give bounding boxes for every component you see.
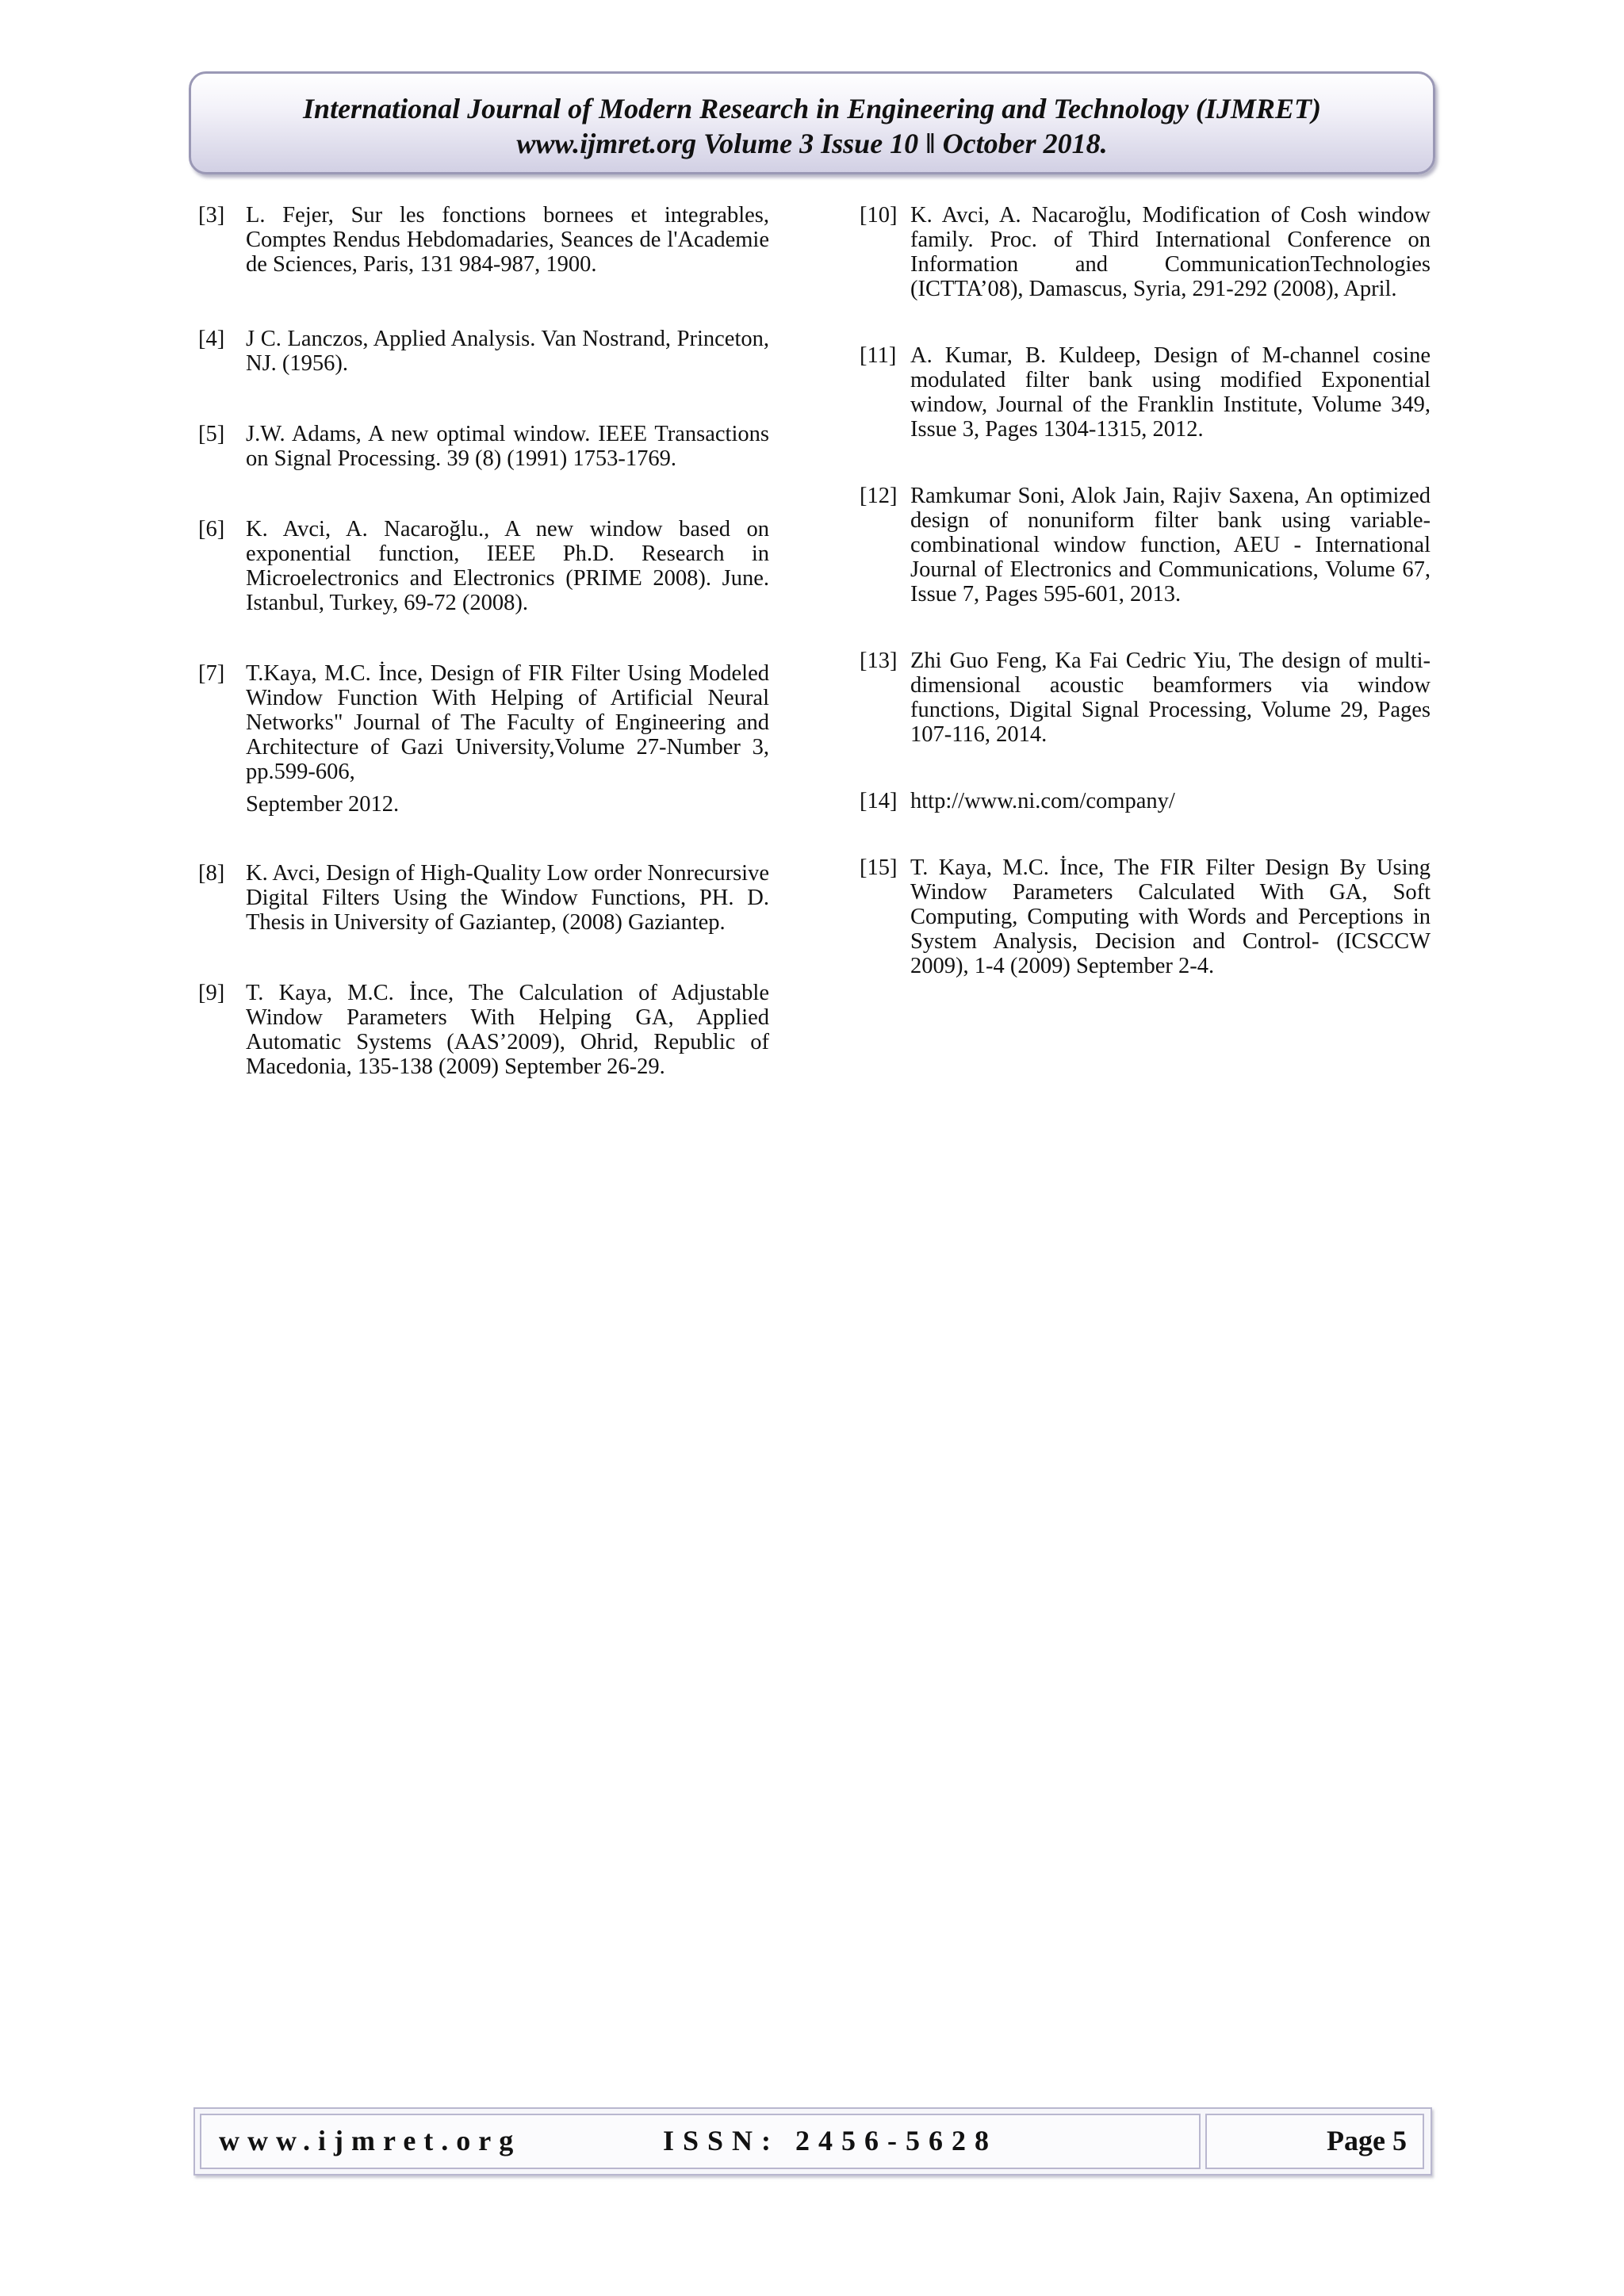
reference-number: [7] xyxy=(198,661,225,686)
reference-number: [15] xyxy=(860,855,898,880)
journal-title: International Journal of Modern Research in Engineering and Technology (IJMRET) xyxy=(303,93,1321,124)
footer-issn: ISSN: 2456-5628 xyxy=(663,2125,998,2156)
journal-header xyxy=(189,71,1435,174)
reference-number: [8] xyxy=(198,861,225,886)
reference-text: K. Avci, A. Nacaroğlu., A new window based on exponential function, IEEE Ph.D. Research in Microelectronics and Electronics (PRIME 2008). June. Istanbul, Turkey, 69-72 (2008). xyxy=(246,517,769,615)
reference-text: L. Fejer, Sur les fonctions bornees et integrables, Comptes Rendus Hebdomadaries, Seances de l'Academie de Sciences, Paris, 131 984-987, 1900. xyxy=(246,203,769,277)
reference-text: Zhi Guo Feng, Ka Fai Cedric Yiu, The design of multi-dimensional acoustic beamformers via window functions, Digital Signal Processing, Volume 29, Pages 107-116, 2014. xyxy=(910,649,1431,747)
reference-number: [6] xyxy=(198,517,225,541)
reference-item xyxy=(860,789,1431,813)
reference-item xyxy=(198,661,769,817)
reference-number: [11] xyxy=(860,343,897,368)
references-right-column xyxy=(860,203,1431,978)
reference-number: [14] xyxy=(860,789,898,813)
reference-number: [9] xyxy=(198,981,225,1005)
reference-text: T. Kaya, M.C. İnce, The FIR Filter Design By Using Window Parameters Calculated With GA, Soft Computing, Computing with Words and Perceptions in System Analysis, Decision and Control- (ICSCCW 2009), 1-4 (2009) September 2-4. xyxy=(910,855,1431,978)
reference-text: J C. Lanczos, Applied Analysis. Van Nostrand, Princeton, NJ. (1956). xyxy=(246,327,769,376)
reference-text: T.Kaya, M.C. İnce, Design of FIR Filter Using Modeled Window Function With Helping of Artificial Neural Networks" Journal of The Faculty of Engineering and Architecture of Gazi University,Volume 27-Number 3, pp.599-606, xyxy=(246,661,769,784)
reference-text-continued: September 2012. xyxy=(246,792,400,817)
reference-number: [3] xyxy=(198,203,225,228)
reference-item xyxy=(198,203,769,277)
reference-link[interactable]: http://www.ni.com/company/ xyxy=(910,789,1175,813)
reference-number: [13] xyxy=(860,649,898,673)
page-number: Page 5 xyxy=(1327,2125,1407,2156)
reference-item xyxy=(198,422,769,471)
reference-number: [10] xyxy=(860,203,898,228)
reference-text: Ramkumar Soni, Alok Jain, Rajiv Saxena, An optimized design of nonuniform filter bank using variable-combinational window function, AEU - International Journal of Electronics and Communications, Volume 67, Issue 7, Pages 595-601, 2013. xyxy=(910,484,1431,607)
page-footer xyxy=(193,2107,1432,2175)
reference-text: J.W. Adams, A new optimal window. IEEE Transactions on Signal Processing. 39 (8) (1991) 1753-1769. xyxy=(246,422,769,471)
reference-item xyxy=(860,855,1431,978)
references-left-column xyxy=(198,203,769,1079)
reference-number: [5] xyxy=(198,422,225,446)
reference-item xyxy=(860,343,1431,442)
reference-item xyxy=(198,517,769,615)
reference-text: K. Avci, A. Nacaroğlu, Modification of Cosh window family. Proc. of Third International Conference on Information and CommunicationTechnologies (ICTTA’08), Damascus, Syria, 291-292 (2008), April. xyxy=(910,203,1431,301)
reference-item xyxy=(860,203,1431,301)
reference-item xyxy=(198,861,769,935)
footer-website[interactable]: www.ijmret.org xyxy=(219,2125,522,2156)
reference-item xyxy=(860,649,1431,747)
reference-text: T. Kaya, M.C. İnce, The Calculation of Adjustable Window Parameters With Helping GA, Applied Automatic Systems (AAS’2009), Ohrid, Republic of Macedonia, 135-138 (2009) September 26-29. xyxy=(246,981,769,1079)
reference-item xyxy=(198,327,769,376)
reference-item xyxy=(198,981,769,1079)
reference-item xyxy=(860,484,1431,607)
reference-text: K. Avci, Design of High-Quality Low order Nonrecursive Digital Filters Using the Window Functions, PH. D. Thesis in University of Gaziantep, (2008) Gaziantep. xyxy=(246,861,769,935)
reference-number: [4] xyxy=(198,327,225,351)
journal-issue-line: www.ijmret.org Volume 3 Issue 10 ǁ October 2018. xyxy=(516,128,1108,159)
reference-number: [12] xyxy=(860,484,898,508)
reference-text: A. Kumar, B. Kuldeep, Design of M-channel cosine modulated filter bank using modified Exponential window, Journal of the Franklin Institute, Volume 349, Issue 3, Pages 1304-1315, 2012. xyxy=(910,343,1431,442)
